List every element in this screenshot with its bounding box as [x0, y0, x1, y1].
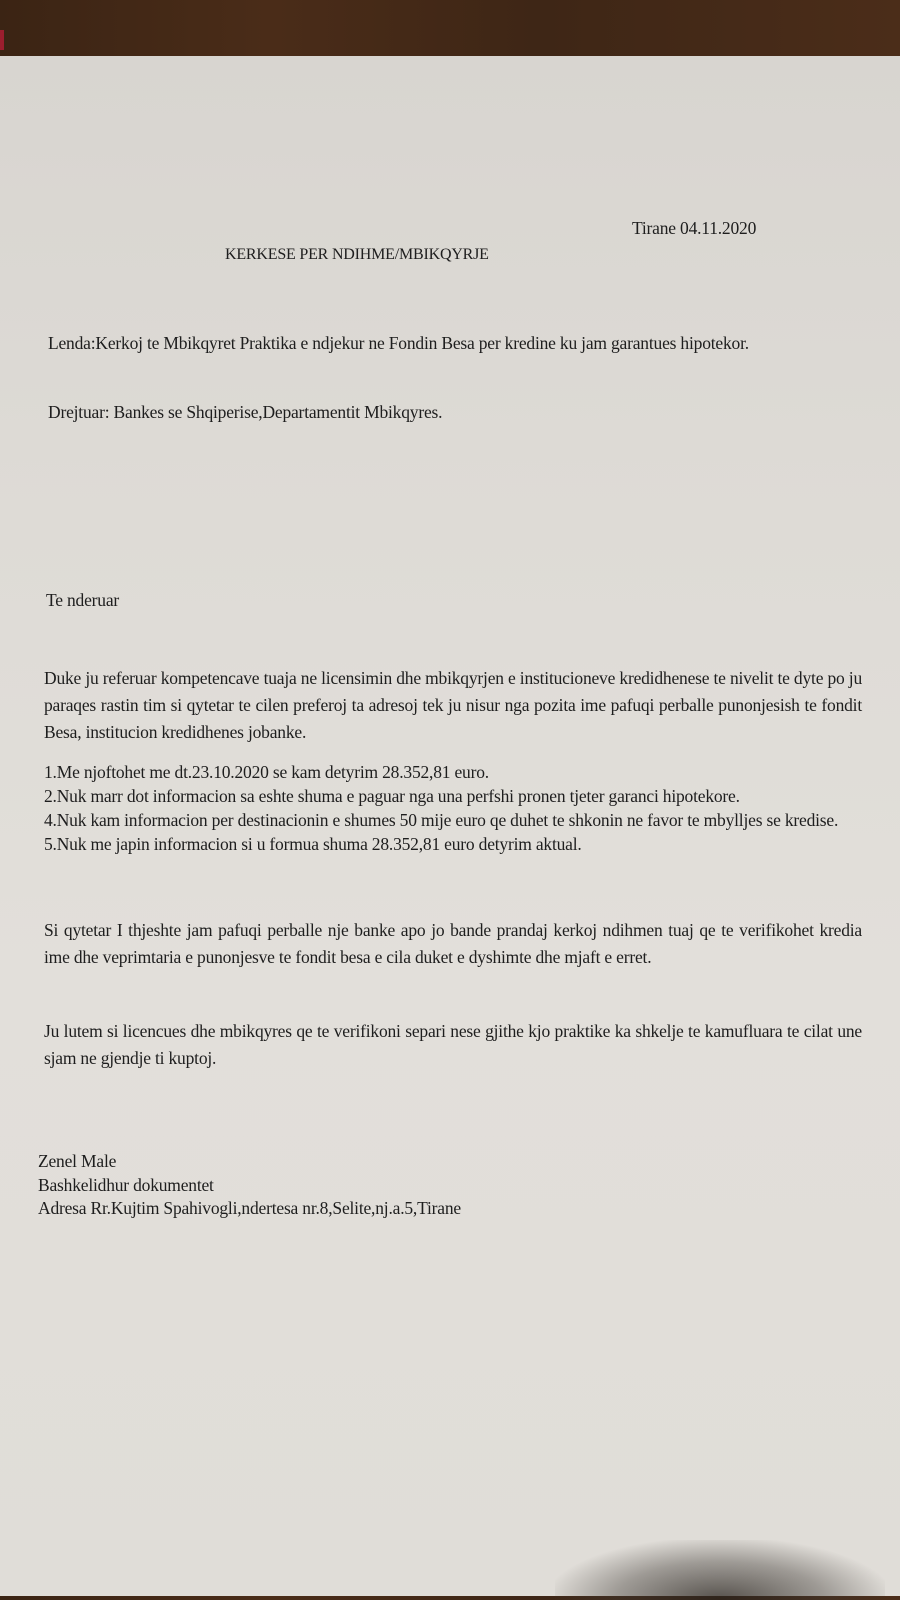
document-addressee: Drejtuar: Bankes se Shqiperise,Departamentit Mbikqyres. — [48, 402, 443, 422]
signer-name: Zenel Male — [38, 1151, 117, 1171]
document-subject: Lenda:Kerkoj te Mbikqyret Praktika e ndjekur ne Fondin Besa per kredine ku jam garantues hipotekor. — [48, 333, 749, 353]
background-object — [0, 30, 4, 50]
signer-address: Adresa Rr.Kujtim Spahivogli,ndertesa nr.8,Selite,nj.a.5,Tirane — [38, 1198, 461, 1218]
paragraph-closing: Ju lutem si licencues dhe mbikqyres qe te verifikoni separi nese gjithe kjo praktike ka shkelje te kamufluara te cilat une sjam ne gjendje ti kuptoj. — [44, 1021, 862, 1068]
list-item: 1.Me njoftohet me dt.23.10.2020 se kam detyrim 28.352,81 euro. — [44, 762, 489, 782]
document-greeting: Te nderuar — [46, 590, 120, 610]
document-title: KERKESE PER NDIHME/MBIKQYRJE — [225, 246, 489, 263]
signature-block — [38, 1150, 461, 1221]
list-item: 4.Nuk kam informacion per destinacionin e shumes 50 mije euro qe duhet te shkonin ne favor te mbylljes se kredise. — [44, 810, 839, 830]
attachments-note: Bashkelidhur dokumentet — [38, 1174, 214, 1195]
list-item: 2.Nuk marr dot informacion sa eshte shuma e paguar nga una perfshi pronen tjeter garanci hipotekore. — [44, 786, 740, 806]
hand-shadow — [555, 1540, 885, 1600]
list-item: 5.Nuk me japin informacion si u formua shuma 28.352,81 euro detyrim aktual. — [44, 834, 582, 854]
document-date: Tirane 04.11.2020 — [632, 218, 757, 238]
numbered-list — [44, 760, 862, 856]
paragraph-intro: Duke ju referuar kompetencave tuaja ne licensimin dhe mbikqyrjen e institucioneve kredidhenese te nivelit te dyte po ju paraqes rastin tim si qytetar te cilen preferoj ta adresoj tek ju nisur nga pozita ime pafuqi perballe punonjesish te fondit Besa, institucion kredidhenes jobanke. — [44, 668, 862, 742]
paragraph-request: Si qytetar I thjeshte jam pafuqi perballe nje banke apo jo bande prandaj kerkoj ndihmen tuaj qe te verifikohet kredia ime dhe veprimtaria e punonjesve te fondit besa e cila duket e dyshimte dhe mjaft e erret. — [44, 920, 862, 967]
